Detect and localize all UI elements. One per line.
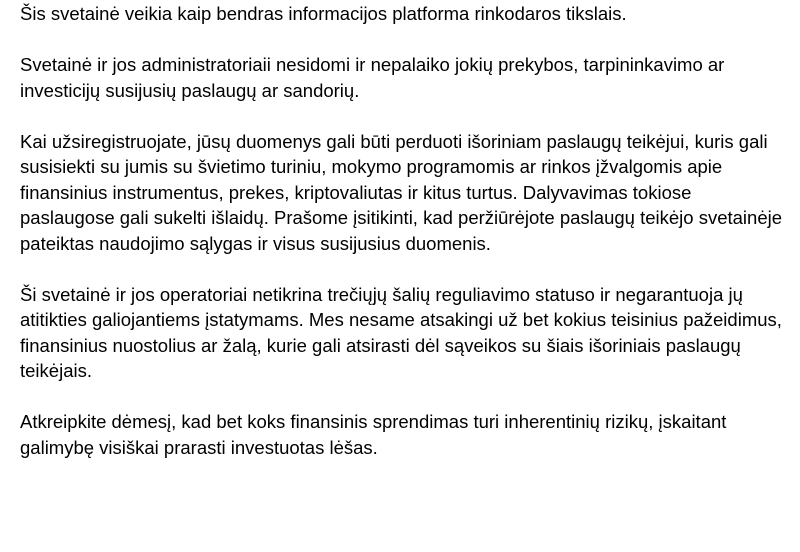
- disclaimer-paragraph-no-endorsement: Svetainė ir jos administratoriaii nesidomi ir nepalaiko jokių prekybos, tarpininkavimo ar investicijų susijusių paslaugų ar sandorių.: [20, 54, 725, 101]
- disclaimer-text: [20, 0, 790, 486]
- disclaimer-paragraph-data-sharing: Kai užsiregistruojate, jūsų duomenys gali būti perduoti išoriniam paslaugų teikėjui, kuris gali susisiekti su jumis su švietimo turiniu, mokymo programomis ar rinkos įžvalgomis apie finansinius instrumentus, prekes, kriptovaliutas ir kitus turtus. Dalyvavimas tokiose paslaugose gali sukelti išlaidų. Prašome įsitikinti, kad peržiūrėjote paslaugų teikėjo svetainėje pateiktas naudojimo sąlygas ir visus susijusius duomenis.: [20, 130, 783, 254]
- disclaimer-paragraph-risk: Atkreipkite dėmesį, kad bet koks finansinis sprendimas turi inherentinių rizikų, įskaitant galimybę visiškai prarasti investuotas lėšas.: [20, 411, 727, 458]
- disclaimer-paragraph-liability: Ši svetainė ir jos operatoriai netikrina trečiųjų šalių reguliavimo statuso ir negarantuoja jų atitikties galiojantiems įstatymams. Mes nesame atsakingi už bet kokius teisinius pažeidimus, finansinius nuostolius ar žalą, kurie gali atsirasti dėl sąveikos su šiais išoriniais paslaugų teikėjais.: [20, 283, 782, 381]
- disclaimer-paragraph-purpose: Šis svetainė veikia kaip bendras informacijos platforma rinkodaros tikslais.: [20, 3, 627, 24]
